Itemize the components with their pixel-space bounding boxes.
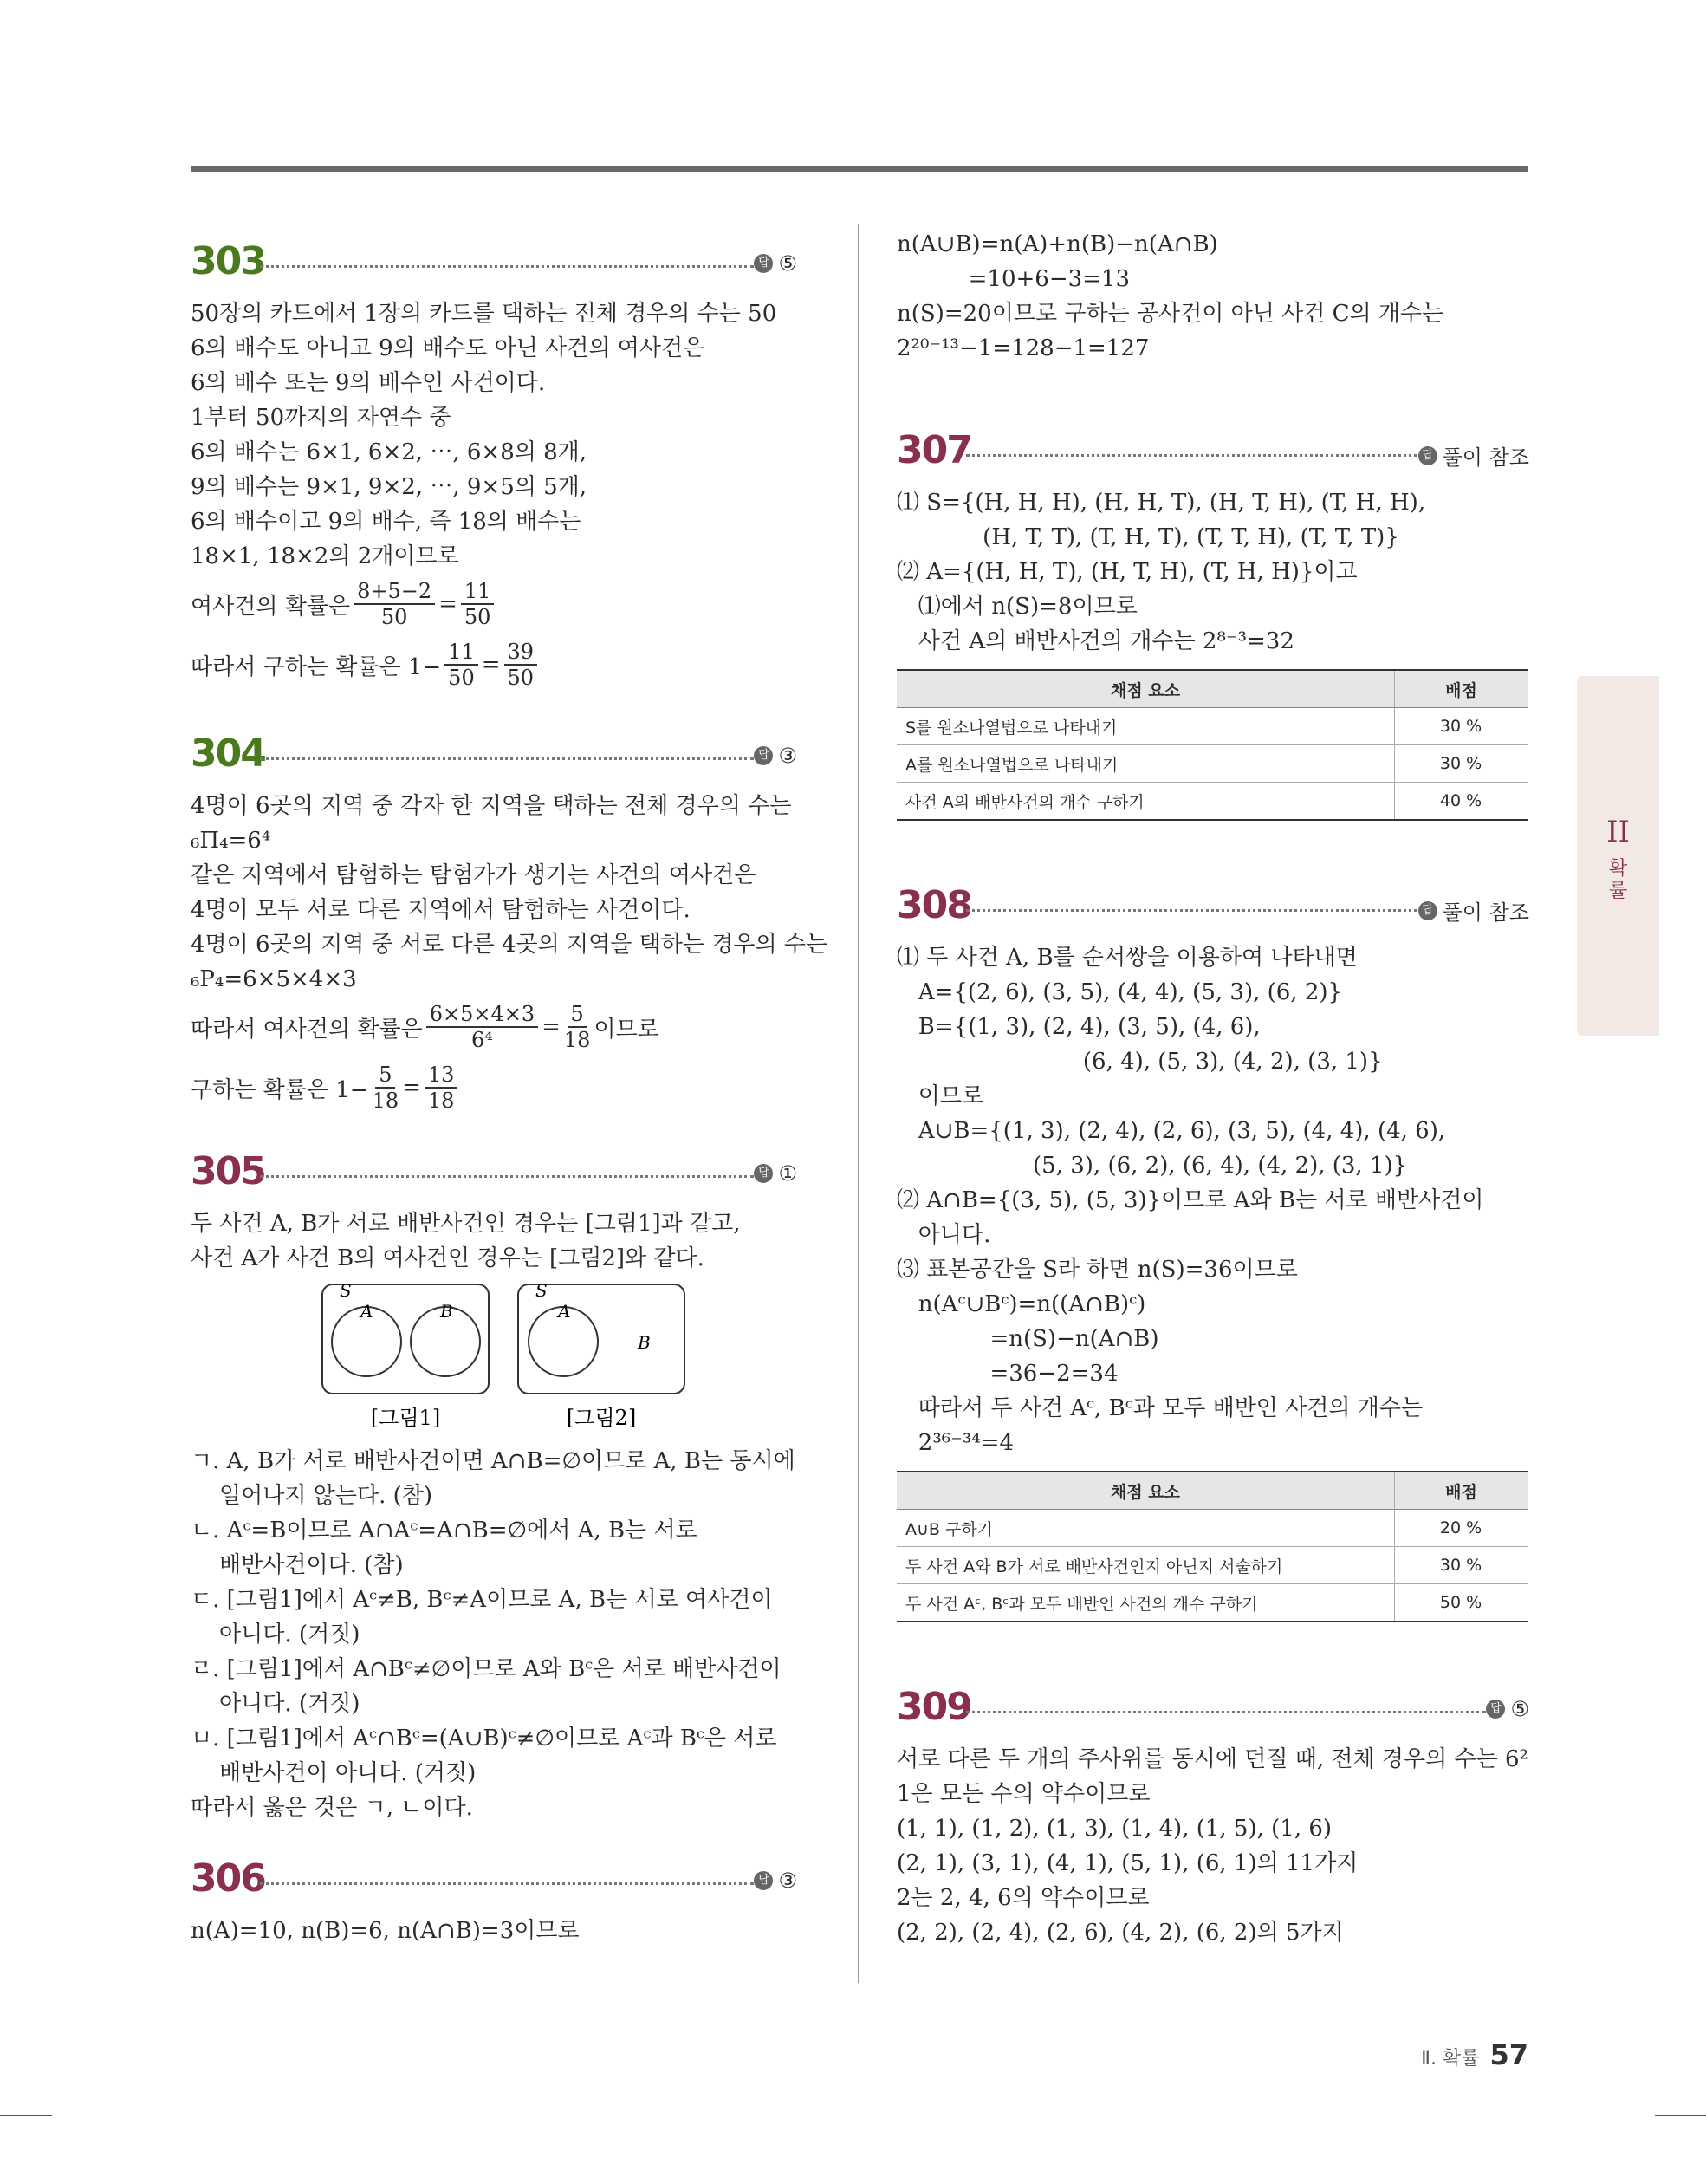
- leader-dots: [260, 1882, 754, 1885]
- text-line: 4명이 6곳의 지역 중 서로 다른 4곳의 지역을 택하는 경우의 수는: [191, 932, 828, 958]
- text-line: (6, 4), (5, 3), (4, 2), (3, 1)}: [897, 1049, 1383, 1075]
- text-line: 4명이 6곳의 지역 중 각자 한 지역을 택하는 전체 경우의 수는: [191, 793, 792, 819]
- header-rule: [191, 166, 1528, 172]
- text-line: 배반사건이 아니다. (거짓): [191, 1760, 477, 1786]
- left-column: [191, 227, 828, 1948]
- text-line: 두 사건 A, B가 서로 배반사건인 경우는 [그림1]과 같고,: [191, 1211, 741, 1237]
- fraction: [425, 1063, 458, 1113]
- text-line: ⑵ A∩B={(3, 5), (5, 3)}이므로 A와 B는 서로 배반사건이: [897, 1187, 1484, 1213]
- text-line: 4명이 모두 서로 다른 지역에서 탐험하는 사건이다.: [191, 897, 691, 923]
- text-line: 6의 배수는 6×1, 6×2, ⋯, 6×8의 8개,: [191, 439, 587, 465]
- answer-tag: [1418, 895, 1529, 926]
- problem-304-header: [191, 730, 797, 782]
- problem-305-body: [191, 1206, 797, 1825]
- table-cell: 50 %: [1395, 1584, 1528, 1622]
- problem-306-header: [191, 1855, 797, 1907]
- table-cell: 30 %: [1395, 708, 1528, 745]
- fraction-prefix: 따라서 여사건의 확률은: [191, 1016, 423, 1043]
- text-line: 6의 배수이고 9의 배수, 즉 18의 배수는: [191, 509, 581, 535]
- text-line: ㄷ. [그림1]에서 Aᶜ≠B, Bᶜ≠A이므로 A, B는 서로 여사건이: [191, 1587, 773, 1613]
- denominator: 50: [507, 666, 535, 690]
- answer-value: ⑤: [1510, 1697, 1529, 1721]
- fraction: [461, 579, 495, 629]
- text-line: 2는 2, 4, 6의 약수이므로: [897, 1885, 1150, 1911]
- table-row: [897, 708, 1528, 745]
- denominator: 18: [372, 1089, 399, 1113]
- denominator: 50: [464, 605, 491, 629]
- problem-306-continued: [897, 227, 1529, 366]
- text-line: 1부터 50까지의 자연수 중: [191, 405, 451, 431]
- answer-icon: 답: [754, 746, 773, 765]
- page-number: 57: [1489, 2038, 1528, 2071]
- denominator: 50: [380, 605, 408, 629]
- numerator: 39: [504, 640, 538, 666]
- text-line: =10+6−3=13: [897, 266, 1131, 292]
- text-line: 아니다. (거짓): [191, 1691, 360, 1717]
- table-header-row: [897, 1472, 1528, 1510]
- answer-tag: [754, 1161, 797, 1186]
- text-line: (H, T, T), (T, H, T), (T, T, H), (T, T, T)}: [897, 524, 1399, 550]
- text-line: 2²⁰⁻¹³−1=128−1=127: [897, 335, 1150, 361]
- set-label-a: A: [360, 1301, 373, 1322]
- venn-figure-1: [322, 1280, 489, 1430]
- table-row: [897, 1510, 1528, 1547]
- text-line: ⑶ 표본공간을 S라 하면 n(S)=36이므로: [897, 1257, 1298, 1283]
- text-line: A∪B={(1, 3), (2, 4), (2, 6), (3, 5), (4, 4), (4, 6),: [897, 1118, 1446, 1144]
- text-line: ㄱ. A, B가 서로 배반사건이면 A∩B=∅이므로 A, B는 동시에: [191, 1448, 795, 1474]
- text-line: n(A)=10, n(B)=6, n(A∩B)=3이므로: [191, 1918, 580, 1944]
- problem-number: 309: [897, 1685, 971, 1729]
- scoring-table: [897, 669, 1528, 821]
- column-divider: [858, 224, 859, 1983]
- answer-icon: 답: [754, 1871, 773, 1890]
- text-line: 6의 배수도 아니고 9의 배수도 아닌 사건의 여사건은: [191, 335, 705, 361]
- answer-tag: [754, 1869, 797, 1893]
- table-row: [897, 1584, 1528, 1622]
- answer-tag: [1486, 1697, 1529, 1721]
- fraction: [426, 1002, 538, 1052]
- leader-dots: [966, 909, 1434, 912]
- equals: =: [542, 1014, 561, 1040]
- figure-caption: [그림1]: [370, 1406, 441, 1430]
- text-line: 같은 지역에서 탐험하는 탐험가가 생기는 사건의 여사건은: [191, 862, 756, 888]
- answer-icon: 답: [754, 254, 773, 273]
- problem-number: 306: [191, 1856, 265, 1901]
- text-line: 6의 배수 또는 9의 배수인 사건이다.: [191, 370, 546, 396]
- table-cell: S를 원소나열법으로 나타내기: [897, 708, 1395, 745]
- table-cell: 20 %: [1395, 1510, 1528, 1547]
- leader-dots: [966, 454, 1434, 457]
- text-line: 배반사건이다. (참): [191, 1552, 404, 1578]
- text-line: n(S)=20이므로 구하는 공사건이 아닌 사건 C의 개수는: [897, 301, 1444, 327]
- right-column: [897, 227, 1529, 1950]
- text-line: ㄴ. Aᶜ=B이므로 A∩Aᶜ=A∩B=∅에서 A, B는 서로: [191, 1518, 697, 1544]
- text-line: =n(S)−n(A∩B): [897, 1326, 1159, 1352]
- answer-value: ③: [778, 744, 797, 768]
- table-row: [897, 1547, 1528, 1584]
- numerator: 8+5−2: [354, 579, 435, 605]
- leader-dots: [966, 1711, 1486, 1713]
- text-line: 2³⁶⁻³⁴=4: [897, 1430, 1015, 1456]
- text-line: 9의 배수는 9×1, 9×2, ⋯, 9×5의 5개,: [191, 474, 587, 500]
- set-label-s: S: [535, 1280, 548, 1301]
- set-label-b: B: [638, 1332, 651, 1353]
- fraction-prefix: 여사건의 확률은: [191, 593, 351, 620]
- problem-303-header: [191, 237, 797, 289]
- text-line: 50장의 카드에서 1장의 카드를 택하는 전체 경우의 수는 50: [191, 301, 777, 327]
- numerator: 5: [375, 1063, 395, 1089]
- problem-303-body: [191, 296, 797, 695]
- column-header: 배점: [1395, 670, 1528, 708]
- text-line: ⑴에서 n(S)=8이므로: [897, 594, 1138, 620]
- answer-value: ⑤: [778, 251, 797, 276]
- text-line: n(Aᶜ∪Bᶜ)=n((A∩B)ᶜ): [897, 1291, 1146, 1317]
- answer-value: ③: [778, 1869, 797, 1893]
- column-header: 채점 요소: [897, 1472, 1395, 1510]
- set-label-s: S: [340, 1280, 352, 1301]
- text-line: 따라서 옳은 것은 ㄱ, ㄴ이다.: [191, 1795, 473, 1821]
- table-row: [897, 783, 1528, 821]
- text-line: A={(2, 6), (3, 5), (4, 4), (5, 3), (6, 2)}: [897, 979, 1343, 1005]
- answer-value: 풀이 참조: [1442, 445, 1529, 470]
- denominator: 6⁴: [470, 1028, 493, 1052]
- problem-309-body: [897, 1742, 1529, 1950]
- set-label-a: A: [558, 1301, 571, 1322]
- chapter-side-tab: [1577, 676, 1659, 1036]
- answer-value: 풀이 참조: [1442, 900, 1529, 925]
- answer-tag: [754, 744, 797, 768]
- numerator: 11: [461, 579, 495, 605]
- equals: =: [438, 591, 457, 617]
- footer-chapter: Ⅱ. 확률: [1421, 2048, 1480, 2070]
- fraction-line: [191, 574, 797, 634]
- text-line: (5, 3), (6, 2), (6, 4), (4, 2), (3, 1)}: [897, 1153, 1408, 1179]
- table-cell: A를 원소나열법으로 나타내기: [897, 745, 1395, 783]
- fraction: [354, 579, 435, 629]
- fraction: [504, 640, 538, 690]
- numerator: 6×5×4×3: [426, 1002, 538, 1028]
- problem-307-header: [897, 426, 1529, 478]
- text-line: (2, 2), (2, 4), (2, 6), (4, 2), (6, 2)의 5가지: [897, 1920, 1344, 1946]
- answer-value: ①: [778, 1161, 797, 1186]
- fraction-prefix: 구하는 확률은 1−: [191, 1076, 369, 1103]
- answer-tag: [754, 251, 797, 276]
- answer-icon: 답: [1418, 446, 1437, 465]
- chapter-roman-numeral: II: [1606, 815, 1630, 849]
- chapter-title-char: 확: [1608, 858, 1628, 880]
- venn-figure-2: [518, 1280, 684, 1430]
- text-line: 이므로: [897, 1083, 984, 1109]
- equals: =: [481, 652, 501, 678]
- text-line: 아니다.: [897, 1222, 991, 1248]
- set-label-b: B: [440, 1301, 453, 1322]
- answer-icon: 답: [754, 1164, 773, 1183]
- problem-308-body: [897, 940, 1529, 1622]
- denominator: 50: [448, 666, 475, 690]
- venn-diagrams: [191, 1276, 797, 1440]
- text-line: (2, 1), (3, 1), (4, 1), (5, 1), (6, 1)의 11가지: [897, 1850, 1359, 1876]
- column-header: 배점: [1395, 1472, 1528, 1510]
- leader-dots: [260, 757, 754, 760]
- table-cell: A∪B 구하기: [897, 1510, 1395, 1547]
- table-cell: 30 %: [1395, 1547, 1528, 1584]
- problem-number: 307: [897, 428, 971, 472]
- leader-dots: [260, 1175, 754, 1178]
- numerator: 5: [568, 1002, 587, 1028]
- numerator: 13: [425, 1063, 458, 1089]
- problem-number: 303: [191, 239, 265, 283]
- text-line: 사건 A가 사건 B의 여사건인 경우는 [그림2]와 같다.: [191, 1245, 704, 1271]
- fraction: [373, 1063, 399, 1113]
- denominator: 18: [563, 1028, 591, 1052]
- table-cell: 사건 A의 배반사건의 개수 구하기: [897, 783, 1395, 821]
- text-line: B={(1, 3), (2, 4), (3, 5), (4, 6),: [897, 1014, 1261, 1040]
- table-row: [897, 745, 1528, 783]
- crop-mark: [0, 2115, 52, 2116]
- figure-caption: [그림2]: [566, 1406, 637, 1430]
- text-line: ₆Π₄=6⁴: [191, 828, 271, 854]
- answer-icon: 답: [1486, 1700, 1505, 1719]
- problem-304-body: [191, 789, 828, 1118]
- table-cell: 두 사건 Aᶜ, Bᶜ과 모두 배반인 사건의 개수 구하기: [897, 1584, 1395, 1622]
- fraction-prefix: 따라서 구하는 확률은 1−: [191, 653, 442, 680]
- answer-tag: [1418, 440, 1529, 471]
- text-line: 따라서 두 사건 Aᶜ, Bᶜ과 모두 배반인 사건의 개수는: [897, 1395, 1424, 1421]
- text-line: ㅁ. [그림1]에서 Aᶜ∩Bᶜ=(A∪B)ᶜ≠∅이므로 Aᶜ과 Bᶜ은 서로: [191, 1726, 777, 1752]
- fraction-line: [191, 997, 797, 1057]
- fraction-line: [191, 1057, 797, 1118]
- text-line: 1은 모든 수의 약수이므로: [897, 1781, 1151, 1807]
- fraction-suffix: 이므로: [594, 1016, 659, 1043]
- text-line: ₆P₄=6×5×4×3: [191, 966, 357, 992]
- fraction: [564, 1002, 591, 1052]
- text-line: (1, 1), (1, 2), (1, 3), (1, 4), (1, 5), (1, 6): [897, 1816, 1333, 1842]
- problem-307-body: [897, 485, 1529, 821]
- scoring-table: [897, 1471, 1528, 1622]
- text-line: =36−2=34: [897, 1361, 1119, 1387]
- table-cell: 30 %: [1395, 745, 1528, 783]
- text-line: ⑵ A={(H, H, T), (H, T, H), (T, H, H)}이고: [897, 559, 1358, 585]
- table-cell: 40 %: [1395, 783, 1528, 821]
- text-line: 서로 다른 두 개의 주사위를 동시에 던질 때, 전체 경우의 수는 6²: [897, 1746, 1528, 1772]
- text-line: n(A∪B)=n(A)+n(B)−n(A∩B): [897, 231, 1218, 257]
- problem-305-header: [191, 1147, 797, 1199]
- problem-309-header: [897, 1683, 1529, 1735]
- chapter-title-char: 률: [1608, 881, 1628, 902]
- text-line: 아니다. (거짓): [191, 1622, 360, 1648]
- text-line: ⑴ 두 사건 A, B를 순서쌍을 이용하여 나타내면: [897, 945, 1358, 971]
- problem-number: 304: [191, 731, 265, 776]
- crop-mark: [1655, 2115, 1706, 2116]
- text-line: 18×1, 18×2의 2개이므로: [191, 543, 459, 569]
- problem-306-body: [191, 1914, 797, 1948]
- text-line: ㄹ. [그림1]에서 A∩Bᶜ≠∅이므로 A와 Bᶜ은 서로 배반사건이: [191, 1656, 782, 1682]
- denominator: 18: [427, 1089, 455, 1113]
- fraction: [444, 640, 478, 690]
- column-header: 채점 요소: [897, 670, 1395, 708]
- leader-dots: [260, 265, 754, 268]
- fraction-line: [191, 634, 797, 695]
- problem-308-header: [897, 881, 1529, 933]
- page-footer: [1421, 2038, 1528, 2071]
- problem-number: 305: [191, 1149, 265, 1193]
- text-line: ⑴ S={(H, H, H), (H, H, T), (H, T, H), (T, H, H),: [897, 490, 1426, 516]
- numerator: 11: [444, 640, 478, 666]
- text-line: 일어나지 않는다. (참): [191, 1483, 433, 1509]
- answer-icon: 답: [1418, 901, 1437, 920]
- chapter-title-vertical: [1577, 858, 1659, 903]
- table-cell: 두 사건 A와 B가 서로 배반사건인지 아닌지 서술하기: [897, 1547, 1395, 1584]
- text-line: 사건 A의 배반사건의 개수는 2⁸⁻³=32: [897, 628, 1294, 654]
- problem-number: 308: [897, 883, 971, 927]
- equals: =: [402, 1075, 421, 1101]
- table-header-row: [897, 670, 1528, 708]
